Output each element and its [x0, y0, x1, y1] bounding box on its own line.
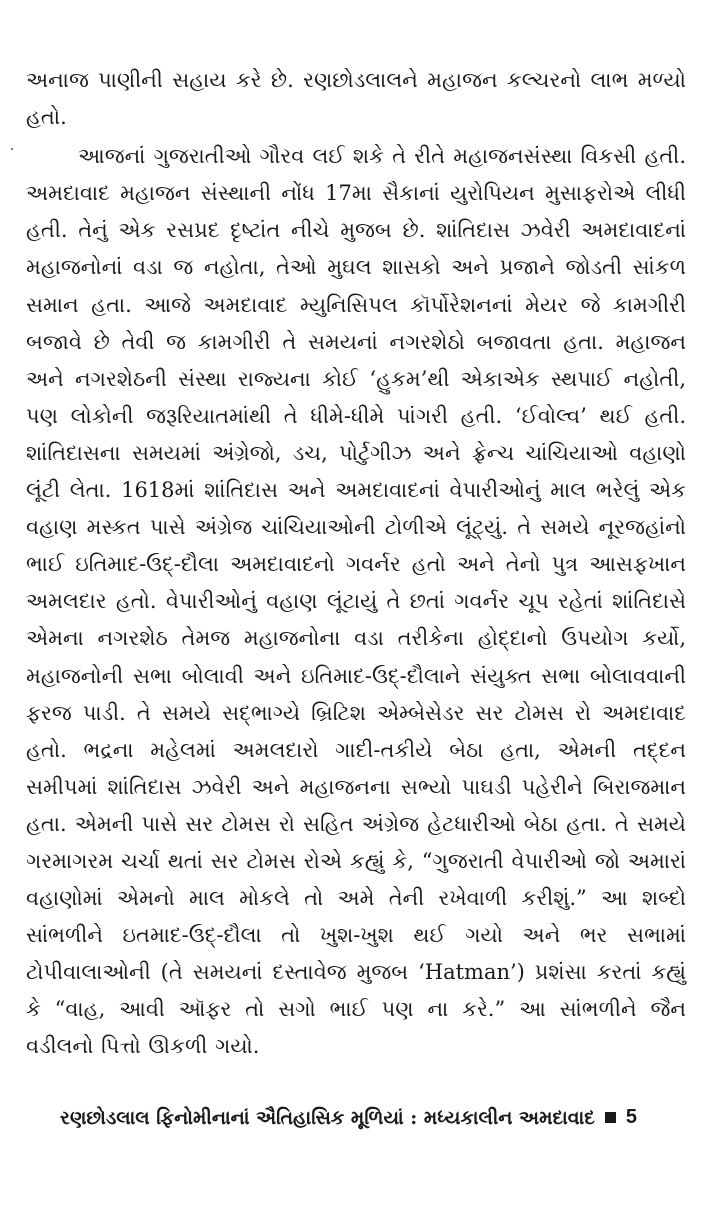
paragraph-2: આજનાં ગુજરાતીઓ ગૌરવ લઈ શકે તે રીતે મહાજનસંસ્થા વિકસી હતી. અમદાવાદ મહાજન સંસ્થાની નોંધ 17મા સૈકાનાં યુરોપિયન મુસાફરોએ લીધી હતી. તેનું એક રસપ્રદ દૃષ્ટાંત નીચે મુજબ છે. શાંતિદાસ ઝવેરી અમદાવાદનાં મહાજનોનાં વડા જ નહોતા, તેઓ મુઘલ શાસકો અને પ્રજાને જોડતી સાંકળ સમાન હતા. આજે અમદાવાદ મ્યુનિસિપલ કૉર્પોરેશનનાં મેયર જે કામગીરી બજાવે છે તેવી જ કામગીરી તે સમયનાં નગરશેઠો બજાવતા હતા. મહાજન અને નગરશેઠની સંસ્થા રાજ્યના કોઈ ‘હુકમ’થી એકાએક સ્થપાઈ નહોતી, પણ લોકોની જરૂરિયાતમાંથી તે ધીમે-ધીમે પાંગરી હતી. ‘ઈવોલ્વ’ થઈ હતી. શાંતિદાસના સમયમાં અંગ્રેજો, ડચ, પોર્ટુગીઝ અને ફ્રેન્ચ ચાંચિયાઓ વહાણો લૂંટી લેતા. 1618માં શાંતિદાસ અને અમદાવાદનાં વેપારીઓનું માલ ભરેલું એક વહાણ મસ્કત પાસે અંગ્રેજ ચાંચિયાઓની ટોળીએ લૂંટ્યું. તે સમયે નૂરજહાંનો ભાઈ ઇતિમાદ-ઉદ્-દૌલા અમદાવાદનો ગવર્નર હતો અને તેનો પુત્ર આસફખાન અમલદાર હતો. વેપારીઓનું વહાણ લૂંટાયું તે છતાં ગવર્નર ચૂપ રહેતાં શાંતિદાસે એમના નગરશેઠ તેમજ મહાજનોના વડા તરીકેના હોદ્દાનો ઉપયોગ કર્યો, મહાજનોની સભા બોલાવી અને ઇતિમાદ-ઉદ્-દૌલાને સંયુક્ત સભા બોલાવવાની ફરજ પાડી. તે સમયે સદ્ભાગ્યે બ્રિટિશ એમ્બેસેડર સર ટોમસ રો અમદાવાદ હતો. ભદ્રના મહેલમાં અમલદારો ગાદી-તકીયે બેઠા હતા, એમની તદ્દન સમીપમાં શાંતિદાસ ઝવેરી અને મહાજનના સભ્યો પાઘડી પહેરીને બિરાજમાન હતા. એમની પાસે સર ટોમસ રો સહિત અંગ્રેજ હેટધારીઓ બેઠા હતા. તે સમયે ગરમાગરમ ચર્ચા થતાં સર ટોમસ રોએ કહ્યું કે, “ગુજરાતી વેપારીઓ જો અમારાં વહાણોમાં એમનો માલ મોકલે તો અમે તેની રખેવાળી કરીશું.” આ શબ્દો સાંભળીને ઇતમાદ-ઉદ્-દૌલા તો ખુશ-ખુશ થઈ ગયો અને ભર સભામાં ટોપીવાલાઓની (તે સમયનાં દસ્તાવેજ મુજબ ‘Hatman’) પ્રશંસા કરતાં કહ્યું કે “વાહ, આવી ઑફર તો સગો ભાઈ પણ ના કરે.” આ સાંભળીને જૈન વડીલનો પિત્તો ઊકળી ગયો. — [26, 144, 686, 1059]
paragraph-1: અનાજ પાણીની સહાય કરે છે. રણછોડલાલને મહાજન કલ્ચરનો લાભ મળ્યો હતો. — [26, 68, 686, 130]
margin-speck — [11, 148, 13, 150]
page-number: 5 — [625, 1106, 638, 1128]
body-text — [26, 62, 686, 1066]
square-bullet-icon — [605, 1112, 616, 1123]
running-title: રણછોડલાલ ફિનોમીનાનાં ઐતિહાસિક મૂળિયાં : મધ્યકાલીન અમદાવાદ — [60, 1106, 595, 1129]
page-footer — [60, 1106, 660, 1129]
